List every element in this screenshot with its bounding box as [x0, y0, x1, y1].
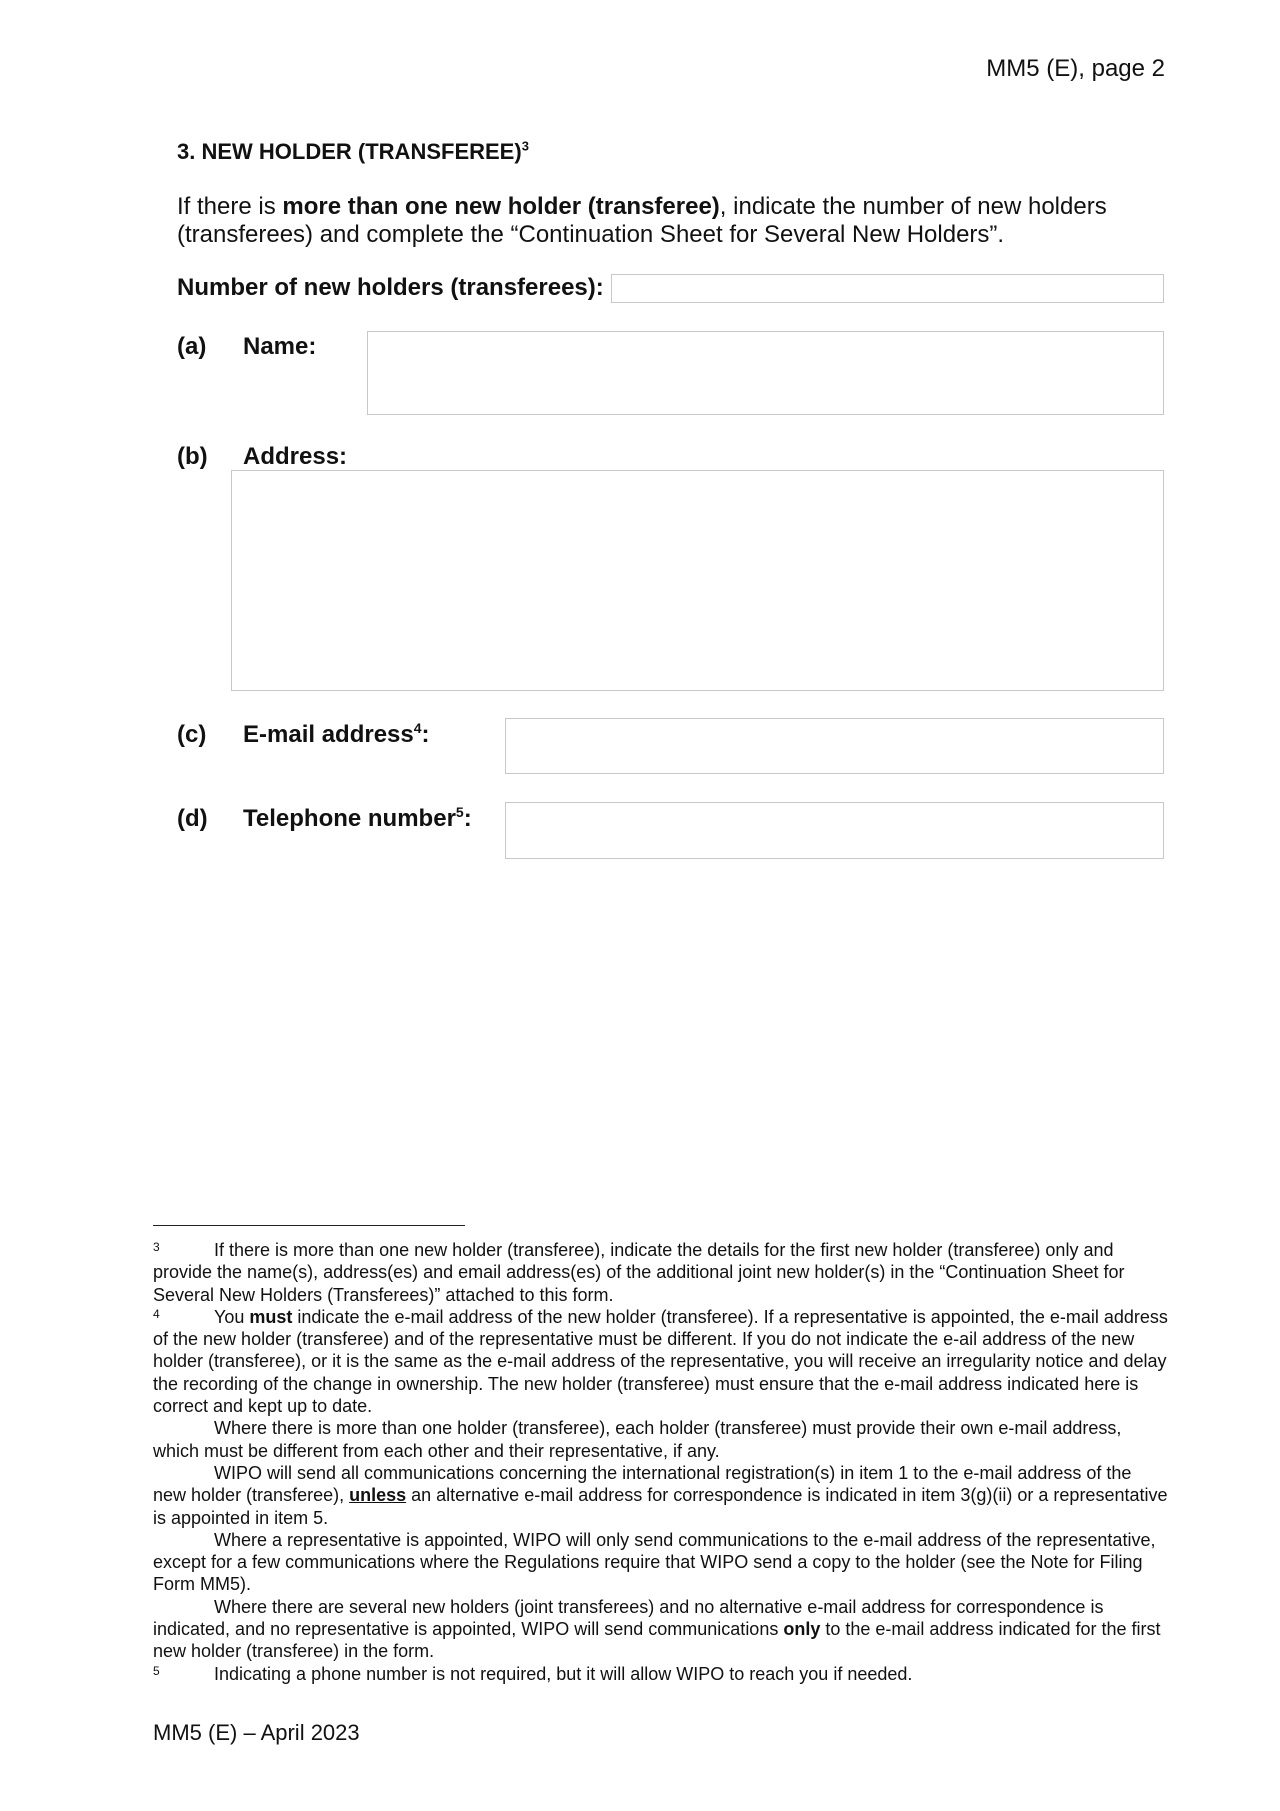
- page-number-header: MM5 (E), page 2: [986, 55, 1165, 82]
- intro-text-bold: more than one new holder (transferee): [282, 193, 720, 220]
- phone-label: [243, 805, 472, 833]
- footnote-5-text: Indicating a phone number is not required, but it will allow WIPO to reach you if needed.: [214, 1663, 913, 1684]
- section-title: [177, 139, 529, 165]
- address-label: Address:: [243, 443, 348, 470]
- name-field[interactable]: [367, 331, 1164, 415]
- email-label: [243, 721, 430, 749]
- footnote-4-text-post: indicate the e-mail address of the new holder (transferee). If a representative is appointed, the e-mail address of the new holder (transferee) and of the representative must be different. If you do not indicate the e-ail address of the new holder (transferee), or it is the same as the e-mail address of the representative, you will receive an irregularity notice and delay the recording of the change in ownership. The new holder (transferee) must ensure that the e-mail address indicated here is correct and kept up to date.: [153, 1306, 1168, 1417]
- email-item-letter: (c): [177, 721, 207, 748]
- footnotes: [153, 1239, 1168, 1685]
- footnote-4-number: 4: [153, 1306, 160, 1321]
- footnote-4-p5-post: to the e-mail address indicated for the first new holder (transferee) in the form.: [153, 1619, 1161, 1662]
- section-instructions: [177, 193, 1137, 249]
- footnote-4-text-pre: You: [214, 1306, 250, 1327]
- footnote-4-p3-pre: WIPO will send all communications concerning the international registration(s) in item 1 to the e-mail address of the new holder (transferee),: [153, 1462, 1132, 1506]
- phone-label-text: Telephone number: [243, 805, 456, 832]
- footnote-3: [153, 1239, 1168, 1306]
- intro-text-post: , indicate the number of new holders (transferees) and complete the “Continuation Sheet for Several New Holders”.: [177, 193, 1107, 248]
- footnote-4-text-bold: must: [249, 1306, 293, 1327]
- footnote-ref-5[interactable]: 5: [455, 804, 464, 820]
- phone-item-letter: (d): [177, 805, 208, 832]
- number-of-holders-label: Number of new holders (transferees):: [177, 274, 604, 301]
- name-item-letter: (a): [177, 333, 207, 360]
- number-of-holders-field[interactable]: [611, 274, 1164, 303]
- email-label-text: E-mail address: [243, 721, 414, 748]
- footnote-ref-4[interactable]: 4: [413, 720, 422, 736]
- email-label-colon: :: [421, 721, 430, 748]
- form-edition-footer: MM5 (E) – April 2023: [153, 1720, 360, 1745]
- footnote-5-number: 5: [153, 1663, 160, 1678]
- footnote-3-number: 3: [153, 1240, 160, 1254]
- footnote-4-paragraph-5: [153, 1596, 1168, 1663]
- footnote-separator: [153, 1225, 465, 1226]
- address-field[interactable]: [231, 470, 1164, 691]
- footnote-3-text: If there is more than one new holder (transferee), indicate the details for the first new holder (transferee) only and provide the name(s), address(es) and email address(es) of the additional joint new holder(s) in the “Continuation Sheet for Several New Holders (Transferees)” attached to this form.: [153, 1240, 1125, 1305]
- phone-label-colon: :: [463, 805, 472, 832]
- section-title-text: 3. NEW HOLDER (TRANSFEREE): [177, 139, 522, 164]
- address-item-letter: (b): [177, 443, 208, 470]
- footnote-4-p3-post: an alternative e-mail address for correspondence is indicated in item 3(g)(ii) or a representative is appointed in item 5.: [153, 1485, 1168, 1528]
- footnote-ref-3[interactable]: 3: [521, 138, 529, 154]
- footnote-4-paragraph-3: [153, 1462, 1168, 1529]
- footnote-4: [153, 1306, 1168, 1417]
- footnote-4-p3-bold: unless: [349, 1485, 407, 1506]
- footnote-4-p5-pre: Where there are several new holders (joint transferees) and no alternative e-mail address for correspondence is indicated, and no representative is appointed, WIPO will send communications: [153, 1596, 1104, 1640]
- intro-text-pre: If there is: [177, 193, 283, 220]
- footnote-4-p5-bold: only: [783, 1619, 821, 1640]
- phone-field[interactable]: [505, 802, 1164, 859]
- email-field[interactable]: [505, 718, 1164, 774]
- name-label: Name:: [243, 333, 317, 360]
- footnote-4-paragraph-2: Where there is more than one holder (transferee), each holder (transferee) must provide their own e-mail address, which must be different from each other and their representative, if any.: [153, 1418, 1122, 1461]
- footnote-5: [153, 1663, 1168, 1685]
- footnote-4-paragraph-4: Where a representative is appointed, WIPO will only send communications to the e-mail address of the representative, except for a few communications where the Regulations require that WIPO send a copy to the holder (see the Note for Filing Form MM5).: [153, 1529, 1156, 1595]
